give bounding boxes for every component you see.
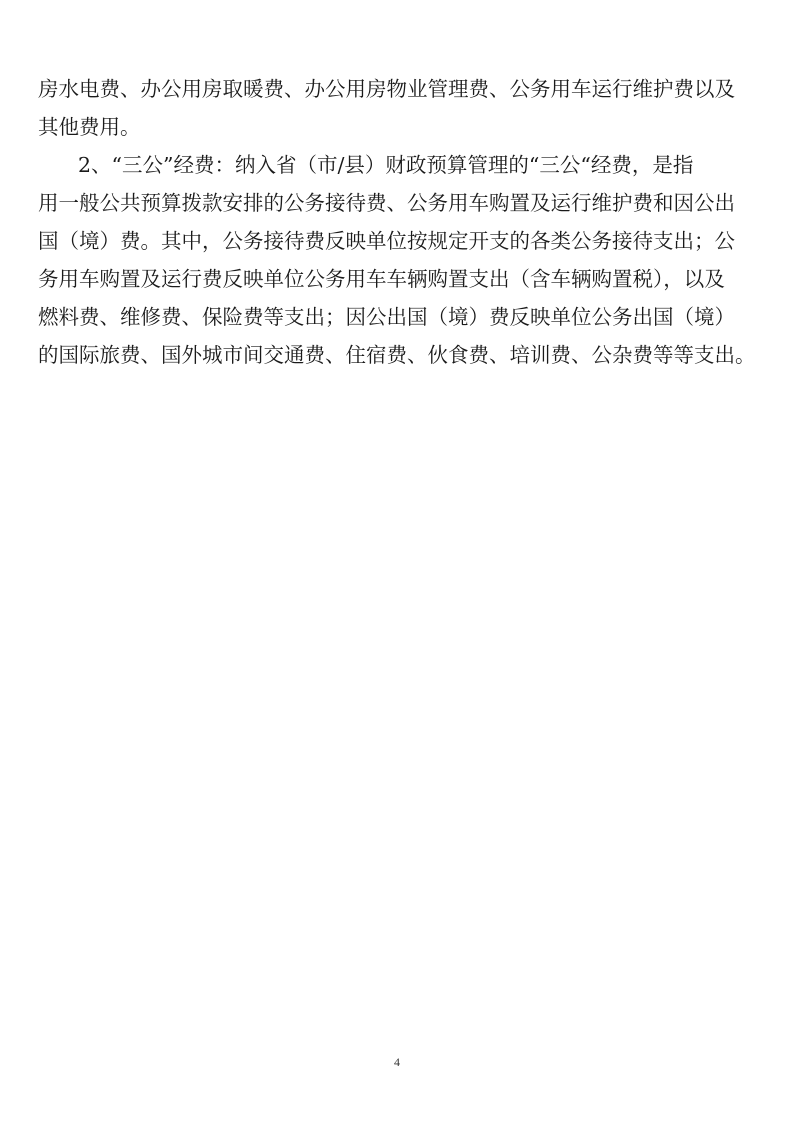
paragraph-three-public-expenses — [38, 146, 768, 374]
text-line: 燃料费、维修费、保险费等支出；因公出国（境）费反映单位公务出国（境） — [38, 305, 735, 329]
text-line: 房水电费、办公用房取暖费、办公用房物业管理费、公务用车运行维护费以及 — [38, 77, 735, 101]
paragraph-continuation — [38, 70, 768, 146]
text-line: 的国际旅费、国外城市间交通费、住宿费、伙食费、培训费、公杂费等等支出。 — [38, 343, 756, 367]
text-line: 用一般公共预算拨款安排的公务接待费、公务用车购置及运行维护费和因公出 — [38, 191, 735, 215]
page-number: 4 — [394, 1055, 400, 1069]
text-line: 2、“三公”经费：纳入省（市/县）财政预算管理的“三公“经费，是指 — [78, 153, 694, 177]
text-line: 国（境）费。其中，公务接待费反映单位按规定开支的各类公务接待支出；公 — [38, 229, 735, 253]
document-body — [38, 70, 768, 374]
text-line: 其他费用。 — [38, 115, 141, 139]
text-line: 务用车购置及运行费反映单位公务用车车辆购置支出（含车辆购置税），以及 — [38, 267, 725, 291]
